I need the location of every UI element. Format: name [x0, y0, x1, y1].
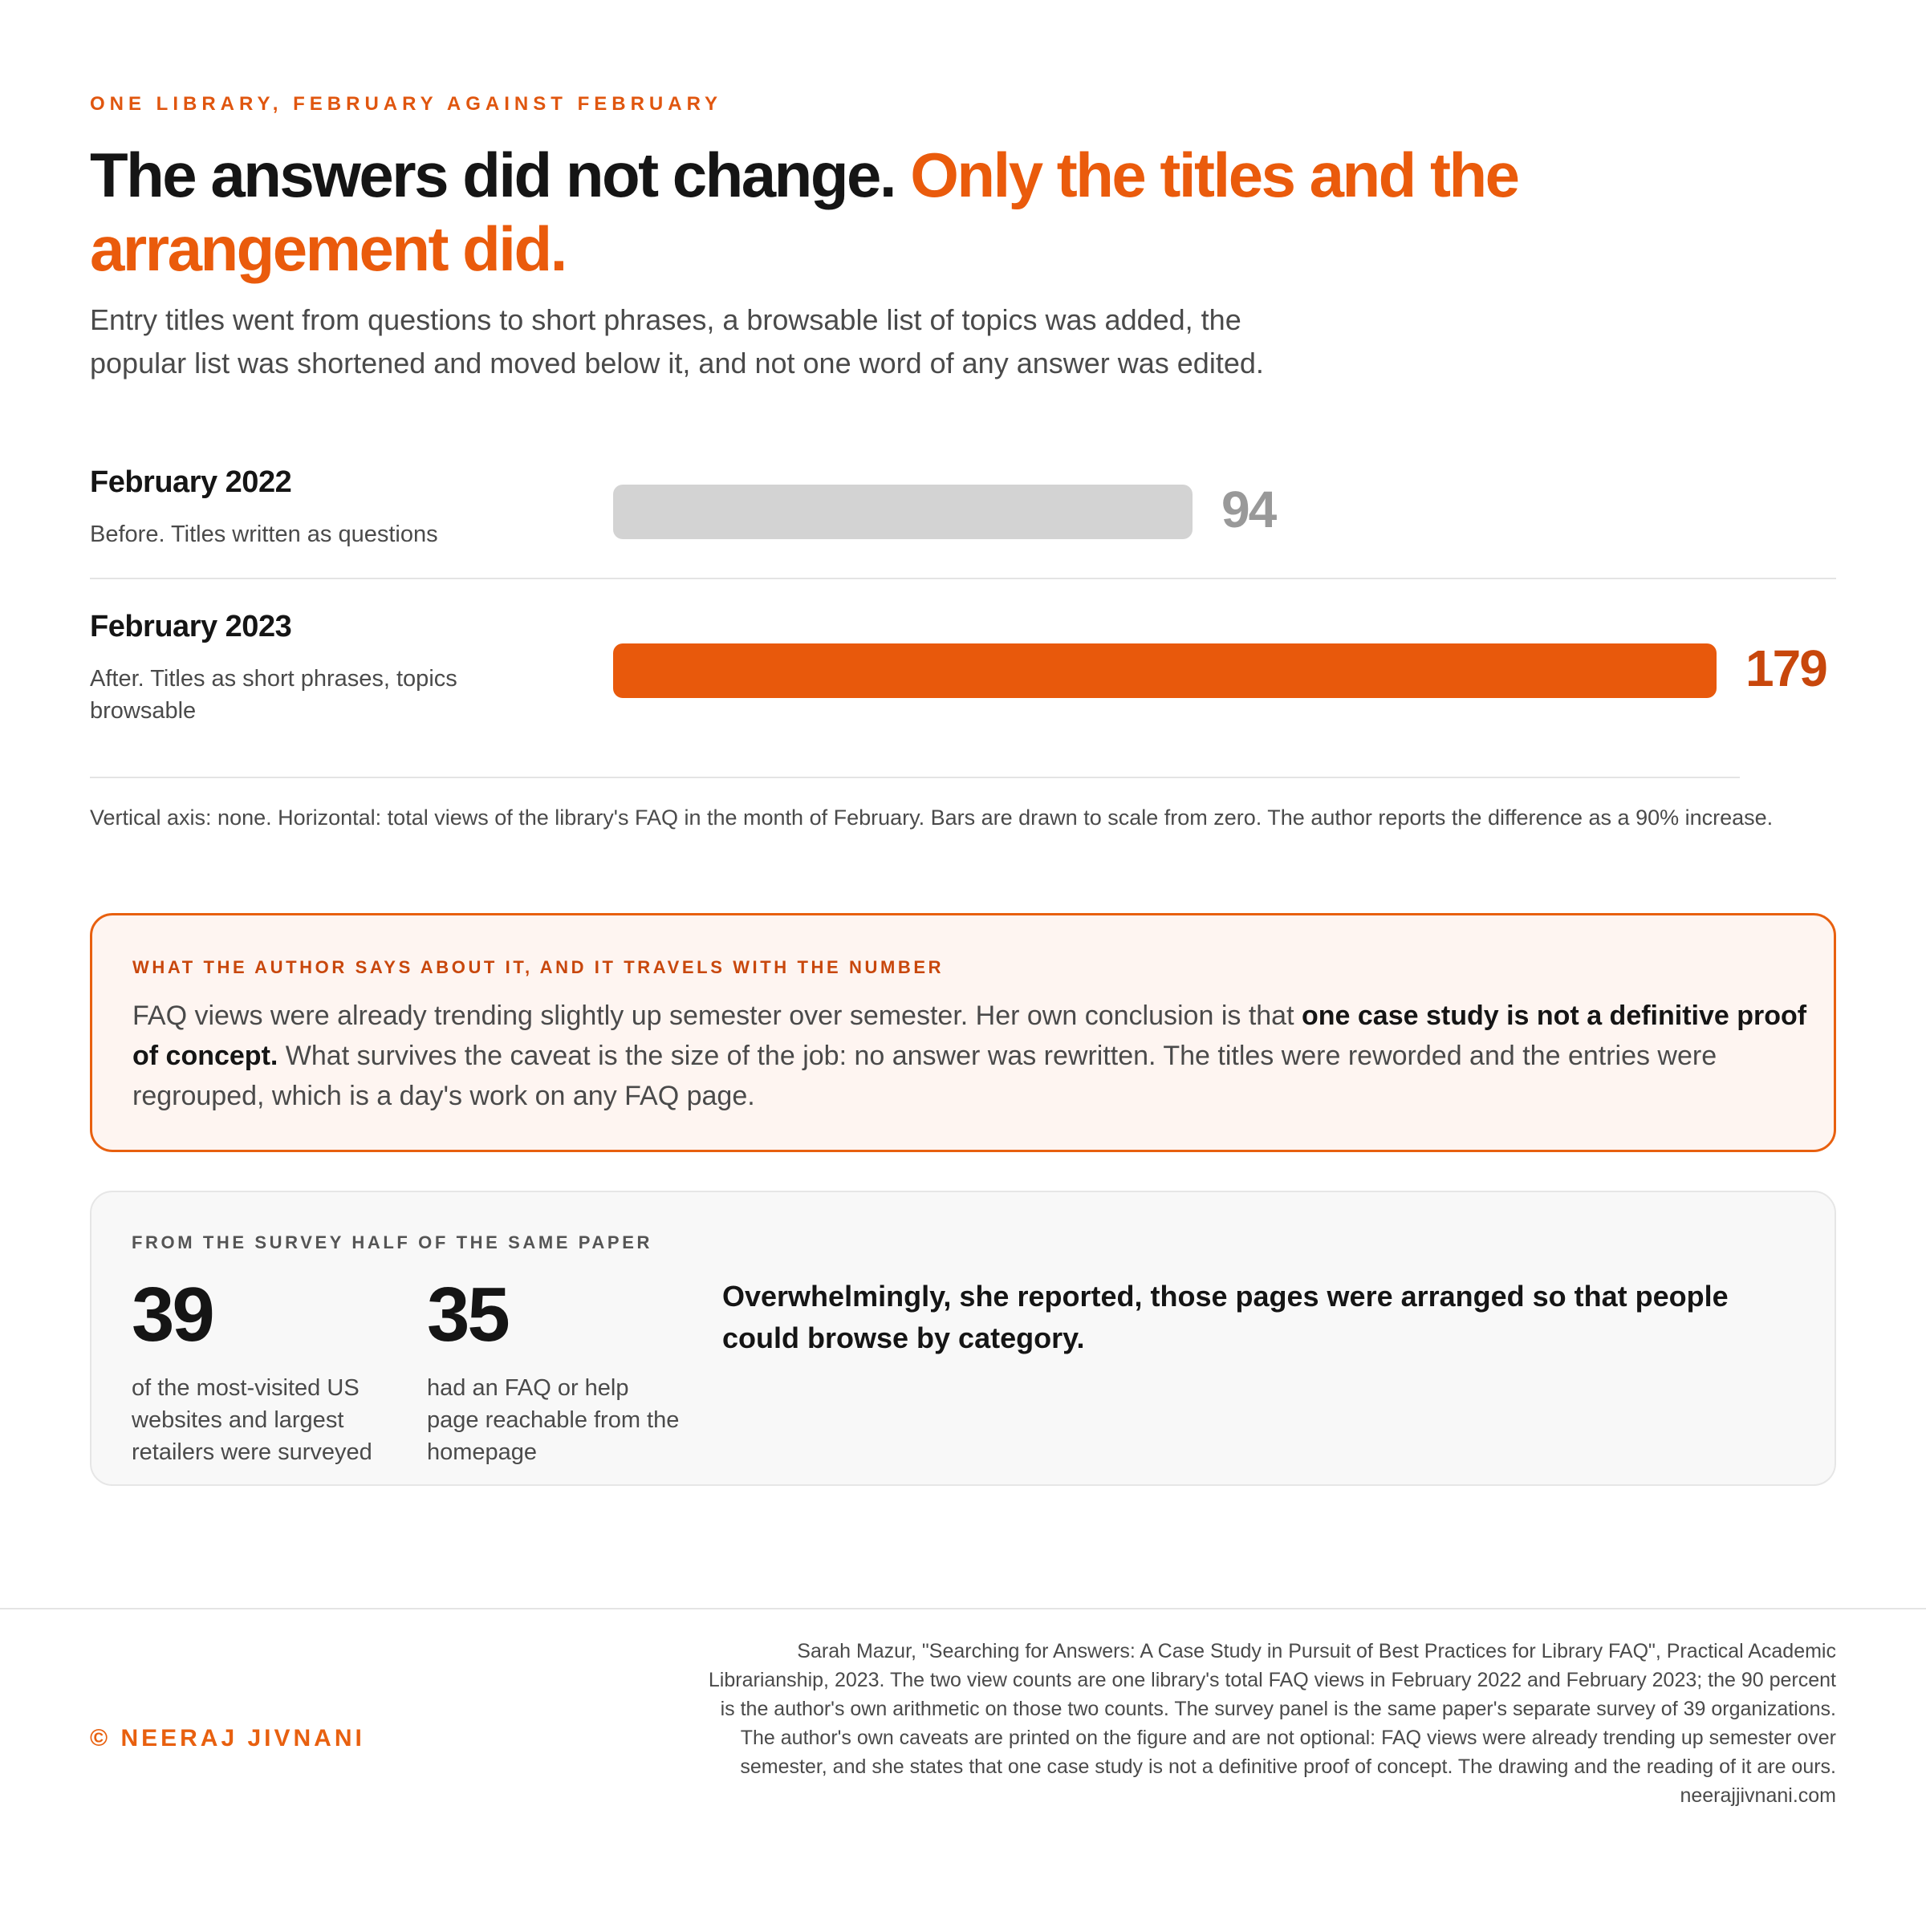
headline	[90, 138, 1615, 286]
caveat-kicker: WHAT THE AUTHOR SAYS ABOUT IT, AND IT TRAVELS WITH THE NUMBER	[132, 957, 945, 977]
stat-description: of the most-visited US websites and largest retailers were surveyed	[132, 1375, 372, 1465]
headline-main: The answers did not change.	[90, 140, 896, 210]
stat-number: 35	[427, 1272, 508, 1358]
stat-surveyed	[132, 1271, 388, 1468]
stat-description: had an FAQ or help page reachable from the homepage	[427, 1375, 680, 1465]
axis-note: Vertical axis: none. Horizontal: total views of the library's FAQ in the month of February. Bars are drawn to scale from zero. The author reports the difference as a 90% increase.	[90, 806, 1774, 830]
footer-rule	[0, 1608, 1926, 1609]
category-note: Before. Titles written as questions	[90, 522, 438, 547]
credit: © NEERAJ JIVNANI	[90, 1725, 365, 1751]
caveat-text-bold: one case study is not a definitive proof of concept.	[132, 1000, 1807, 1071]
source-note	[697, 1637, 1836, 1810]
kicker: ONE LIBRARY, FEBRUARY AGAINST FEBRUARY	[90, 93, 723, 115]
survey-panel	[90, 1191, 1836, 1486]
caveat-text	[132, 996, 1810, 1116]
bar-2023	[613, 643, 1717, 698]
survey-quote: Overwhelmingly, she reported, those pages were arranged so that people could browse by category.	[722, 1280, 1729, 1354]
caveat-text-before: FAQ views were already trending slightly up semester over semester. Her own conclusion is that	[132, 1000, 1302, 1031]
dek: Entry titles went from questions to short phrases, a browsable list of topics was added, the popular list was shortened and moved below it, and not one word of any answer was edited.	[90, 303, 1264, 380]
site-link[interactable]: neerajjivnani.com	[1680, 1784, 1836, 1807]
source-text: Sarah Mazur, "Searching for Answers: A Case Study in Pursuit of Best Practices for Library FAQ", Practical Academic Librarianship, 2023. The two view counts are one library's total FAQ views in February 2022 and February 2023; the 90 percent is the author's own arithmetic on those two counts. The survey panel is the same paper's separate survey of 39 organizations. The author's own caveats are printed on the figure and are not optional: FAQ views were already trending up semester over semester, and she states that one case study is not a definitive proof of concept. The drawing and the reading of it are ours.	[708, 1640, 1836, 1778]
stat-number: 39	[132, 1272, 213, 1358]
axis-rule	[90, 777, 1740, 778]
value-label-2023: 179	[1745, 639, 1826, 697]
headline-accent: Only the titles and the arrangement did.	[90, 140, 1518, 284]
bar-2022	[613, 485, 1193, 539]
value-label-2022: 94	[1221, 481, 1276, 538]
category-note: After. Titles as short phrases, topics browsable	[90, 666, 457, 724]
survey-kicker: FROM THE SURVEY HALF OF THE SAME PAPER	[132, 1232, 652, 1252]
caveat-text-after: What survives the caveat is the size of the job: no answer was rewritten. The titles were reworded and the entries were regrouped, which is a day's work on any FAQ page.	[132, 1041, 1717, 1111]
category-label: February 2023	[90, 610, 292, 643]
caveat-box	[90, 913, 1836, 1152]
row-divider	[90, 578, 1836, 579]
category-label: February 2022	[90, 465, 292, 499]
stat-faq-pages	[427, 1271, 684, 1468]
